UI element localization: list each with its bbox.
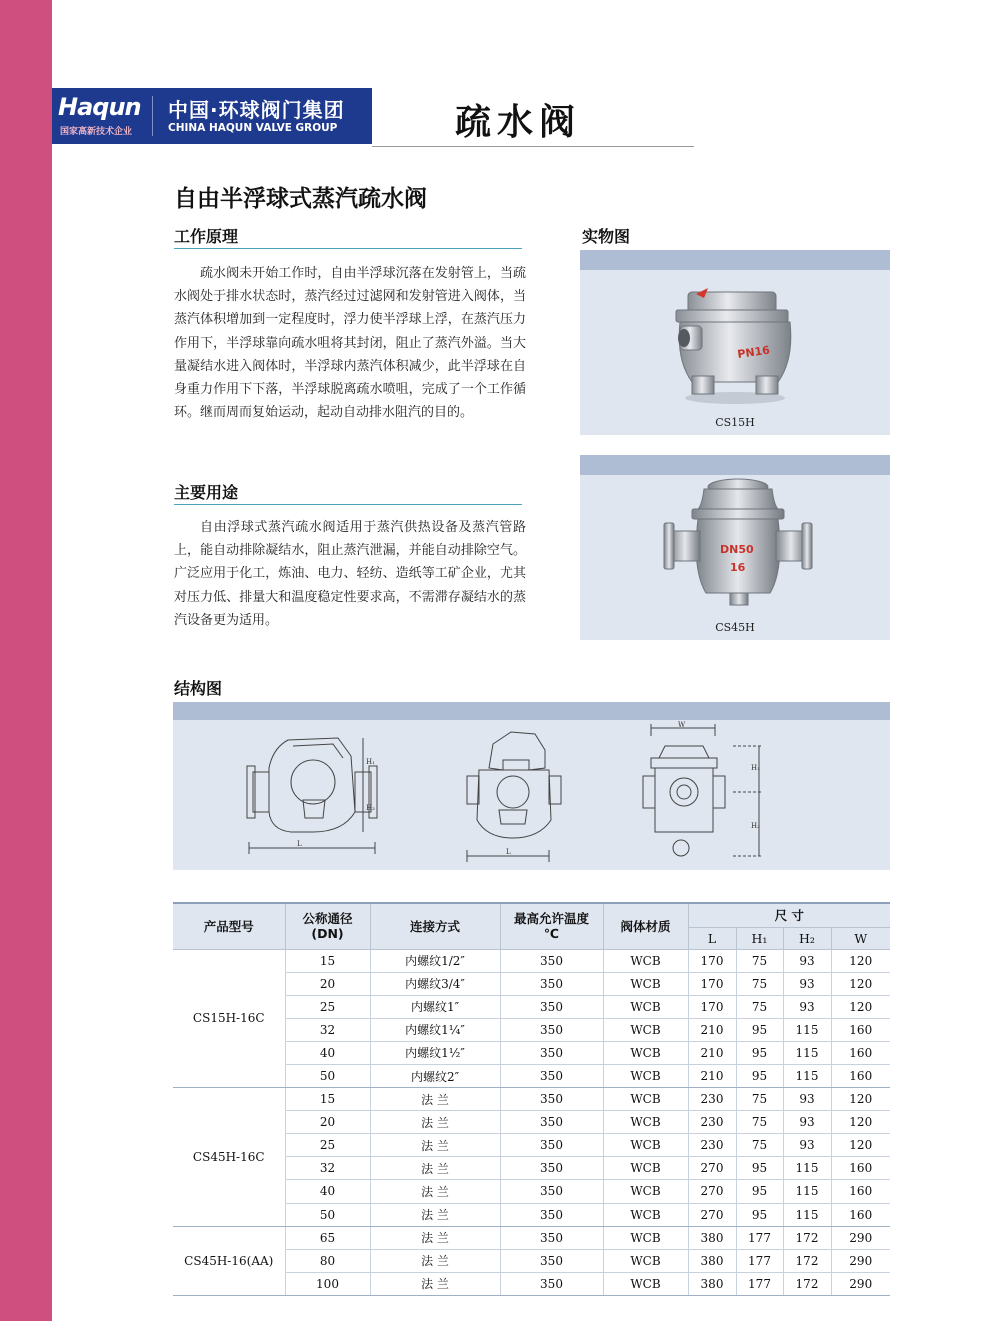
cell-conn: 内螺纹1/2″ (370, 949, 500, 972)
cell-h1: 95 (736, 1180, 783, 1203)
cell-mat: WCB (603, 995, 688, 1018)
principle-rule (174, 248, 522, 249)
structure-panel (173, 702, 890, 870)
cell-h2: 172 (783, 1249, 831, 1272)
cell-mat: WCB (603, 1018, 688, 1041)
cell-h2: 115 (783, 1018, 831, 1041)
header-divider (372, 146, 694, 147)
svg-text:H₂: H₂ (751, 822, 760, 830)
cs15h-valve-image (580, 270, 890, 435)
cell-w: 120 (831, 1111, 890, 1134)
model-cell: CS15H-16C (173, 949, 285, 1088)
photo-panel-bar (580, 455, 890, 475)
cell-dn: 20 (285, 1111, 370, 1134)
cell-w: 290 (831, 1249, 890, 1272)
cell-h1: 75 (736, 1088, 783, 1111)
structure-drawing-threaded (467, 732, 561, 862)
col-header-L: L (688, 927, 736, 949)
cell-l: 230 (688, 1134, 736, 1157)
cell-conn: 法 兰 (370, 1157, 500, 1180)
cs45h-marking-pn: 16 (730, 561, 746, 574)
cell-temp: 350 (500, 949, 603, 972)
col-header-material: 阀体材质 (603, 903, 688, 949)
photo-panel-bar (580, 250, 890, 270)
cell-mat: WCB (603, 1249, 688, 1272)
logo-tagline: 国家高新技术企业 (60, 127, 133, 137)
cell-conn: 内螺纹1½″ (370, 1041, 500, 1064)
structure-drawing-side-view (643, 721, 763, 856)
brand-banner (52, 88, 372, 144)
cell-temp: 350 (500, 1249, 603, 1272)
cell-l: 170 (688, 995, 736, 1018)
cell-mat: WCB (603, 1111, 688, 1134)
svg-text:W: W (678, 721, 686, 729)
cell-l: 270 (688, 1157, 736, 1180)
cell-h2: 93 (783, 972, 831, 995)
photo-panel-cs45h (580, 455, 890, 640)
cell-h1: 95 (736, 1041, 783, 1064)
spec-table-body (173, 949, 890, 1295)
col-header-W: W (831, 927, 890, 949)
cell-mat: WCB (603, 1203, 688, 1226)
cell-h1: 177 (736, 1272, 783, 1295)
cell-h2: 115 (783, 1064, 831, 1087)
cell-l: 270 (688, 1180, 736, 1203)
cell-h1: 75 (736, 949, 783, 972)
cell-conn: 内螺纹1″ (370, 995, 500, 1018)
cell-dn: 100 (285, 1272, 370, 1295)
cell-mat: WCB (603, 949, 688, 972)
cell-w: 290 (831, 1272, 890, 1295)
cell-h1: 75 (736, 972, 783, 995)
cell-l: 380 (688, 1249, 736, 1272)
table-row (173, 1088, 890, 1111)
col-header-dimensions: 尺 寸 (688, 903, 890, 927)
brand-divider (152, 96, 153, 136)
cell-dn: 50 (285, 1203, 370, 1226)
spec-table (173, 902, 890, 1296)
model-cell: CS45H-16C (173, 1088, 285, 1227)
company-name-cn: 中国·环球阀门集团 (168, 98, 345, 122)
cell-h2: 93 (783, 1134, 831, 1157)
cell-dn: 15 (285, 949, 370, 972)
cell-w: 160 (831, 1203, 890, 1226)
cell-h1: 95 (736, 1157, 783, 1180)
cell-temp: 350 (500, 1088, 603, 1111)
cell-h2: 115 (783, 1041, 831, 1064)
cell-dn: 40 (285, 1041, 370, 1064)
cell-h1: 177 (736, 1226, 783, 1249)
cell-mat: WCB (603, 1180, 688, 1203)
cell-w: 160 (831, 1018, 890, 1041)
structure-heading: 结构图 (174, 679, 223, 698)
cell-conn: 法 兰 (370, 1088, 500, 1111)
cell-temp: 350 (500, 995, 603, 1018)
structure-panel-bar (173, 702, 890, 720)
cell-temp: 350 (500, 1018, 603, 1041)
cell-h2: 93 (783, 1088, 831, 1111)
cell-mat: WCB (603, 1064, 688, 1087)
cell-h2: 93 (783, 1111, 831, 1134)
svg-text:H₁: H₁ (751, 764, 760, 772)
cell-mat: WCB (603, 1157, 688, 1180)
photos-heading: 实物图 (582, 227, 631, 246)
structure-drawing-flanged (247, 738, 377, 854)
cell-w: 120 (831, 1088, 890, 1111)
cell-conn: 内螺纹2″ (370, 1064, 500, 1087)
cell-temp: 350 (500, 1134, 603, 1157)
cell-conn: 法 兰 (370, 1111, 500, 1134)
col-header-dn: 公称通径 (DN) (285, 903, 370, 949)
cell-temp: 350 (500, 1157, 603, 1180)
cell-l: 230 (688, 1088, 736, 1111)
cell-conn: 法 兰 (370, 1249, 500, 1272)
company-logo: Haqun (58, 93, 141, 121)
cell-mat: WCB (603, 1226, 688, 1249)
cell-dn: 40 (285, 1180, 370, 1203)
cs15h-marking: PN16 (736, 343, 771, 361)
photo-caption-cs15h: CS15H (715, 416, 755, 429)
cell-conn: 法 兰 (370, 1203, 500, 1226)
cell-w: 120 (831, 995, 890, 1018)
structure-drawings (173, 720, 890, 870)
cell-w: 160 (831, 1064, 890, 1087)
cell-w: 160 (831, 1041, 890, 1064)
cell-temp: 350 (500, 972, 603, 995)
cell-l: 210 (688, 1064, 736, 1087)
cell-conn: 法 兰 (370, 1226, 500, 1249)
cell-dn: 50 (285, 1064, 370, 1087)
side-stripe (0, 0, 52, 1321)
principle-text: 疏水阀未开始工作时，自由半浮球沉落在发射管上，当疏水阀处于排水状态时，蒸汽经过过滤网和发射管进入阀体，当蒸汽体积增加到一定程度时，浮力使半浮球上浮，在蒸汽压力作用下，半浮球靠向疏水咀将其封闭，阻止了蒸汽外溢。当大量凝结水进入阀体时，半浮球内蒸汽体积减少，此半浮球在自身重力作用下下落，半浮球脱离疏水喷咀，完成了一个工作循环。继而周而复始运动，起动自动排水阻汽的目的。 (174, 266, 526, 421)
cell-dn: 32 (285, 1018, 370, 1041)
product-title: 自由半浮球式蒸汽疏水阀 (174, 186, 427, 212)
cell-l: 270 (688, 1203, 736, 1226)
cell-dn: 25 (285, 995, 370, 1018)
cell-temp: 350 (500, 1041, 603, 1064)
cell-w: 120 (831, 949, 890, 972)
principle-heading: 工作原理 (174, 227, 239, 246)
photo-caption-cs45h: CS45H (715, 621, 755, 634)
cell-dn: 65 (285, 1226, 370, 1249)
cell-l: 210 (688, 1041, 736, 1064)
company-name-en: CHINA HAQUN VALVE GROUP (168, 122, 338, 134)
cell-mat: WCB (603, 1088, 688, 1111)
cell-l: 170 (688, 949, 736, 972)
cell-l: 210 (688, 1018, 736, 1041)
cell-dn: 32 (285, 1157, 370, 1180)
cell-mat: WCB (603, 1134, 688, 1157)
cell-temp: 350 (500, 1111, 603, 1134)
col-header-H2: H₂ (783, 927, 831, 949)
col-header-connection: 连接方式 (370, 903, 500, 949)
cell-l: 380 (688, 1226, 736, 1249)
cell-w: 160 (831, 1157, 890, 1180)
cell-h1: 75 (736, 1134, 783, 1157)
cell-h1: 95 (736, 1203, 783, 1226)
cell-h2: 115 (783, 1203, 831, 1226)
cell-dn: 80 (285, 1249, 370, 1272)
cell-conn: 法 兰 (370, 1180, 500, 1203)
page-title: 疏水阀 (455, 101, 582, 143)
col-header-model: 产品型号 (173, 903, 285, 949)
cell-mat: WCB (603, 972, 688, 995)
col-header-H1: H₁ (736, 927, 783, 949)
cell-l: 230 (688, 1111, 736, 1134)
cell-temp: 350 (500, 1272, 603, 1295)
cell-conn: 内螺纹3/4″ (370, 972, 500, 995)
cell-l: 170 (688, 972, 736, 995)
cell-h1: 95 (736, 1018, 783, 1041)
cell-conn: 内螺纹1¼″ (370, 1018, 500, 1041)
cell-mat: WCB (603, 1041, 688, 1064)
cell-w: 160 (831, 1180, 890, 1203)
svg-text:H₂: H₂ (366, 804, 375, 812)
cell-h2: 93 (783, 995, 831, 1018)
cell-temp: 350 (500, 1203, 603, 1226)
svg-text:L: L (297, 840, 302, 848)
model-cell: CS45H-16(AA) (173, 1226, 285, 1295)
usage-rule (174, 504, 522, 505)
svg-text:H₁: H₁ (366, 758, 375, 766)
cell-dn: 15 (285, 1088, 370, 1111)
cell-w: 290 (831, 1226, 890, 1249)
table-row (173, 949, 890, 972)
cell-conn: 法 兰 (370, 1272, 500, 1295)
usage-heading: 主要用途 (174, 483, 239, 502)
cell-h1: 75 (736, 995, 783, 1018)
cell-h2: 93 (783, 949, 831, 972)
cell-h2: 115 (783, 1157, 831, 1180)
cell-temp: 350 (500, 1226, 603, 1249)
cell-h2: 172 (783, 1272, 831, 1295)
table-row (173, 1226, 890, 1249)
cs45h-valve-image (580, 475, 890, 640)
cell-w: 120 (831, 972, 890, 995)
cell-h2: 115 (783, 1180, 831, 1203)
cell-dn: 25 (285, 1134, 370, 1157)
photo-panel-cs15h (580, 250, 890, 435)
cs45h-marking-dn: DN50 (720, 543, 754, 556)
cell-h1: 177 (736, 1249, 783, 1272)
cell-w: 120 (831, 1134, 890, 1157)
cell-l: 380 (688, 1272, 736, 1295)
cell-h2: 172 (783, 1226, 831, 1249)
col-header-temp: 最高允许温度 ℃ (500, 903, 603, 949)
cell-h1: 95 (736, 1064, 783, 1087)
cell-mat: WCB (603, 1272, 688, 1295)
cell-conn: 法 兰 (370, 1134, 500, 1157)
cell-temp: 350 (500, 1064, 603, 1087)
usage-text: 自由浮球式蒸汽疏水阀适用于蒸汽供热设备及蒸汽管路上，能自动排除凝结水，阻止蒸汽泄漏，并能自动排除空气。广泛应用于化工，炼油、电力、轻纺、造纸等工矿企业，尤其对压力低、排量大和温度稳定性要求高，不需滞存凝结水的蒸汽设备更为适用。 (174, 520, 526, 628)
cell-h1: 75 (736, 1111, 783, 1134)
svg-text:L: L (506, 848, 511, 856)
cell-temp: 350 (500, 1180, 603, 1203)
cell-dn: 20 (285, 972, 370, 995)
